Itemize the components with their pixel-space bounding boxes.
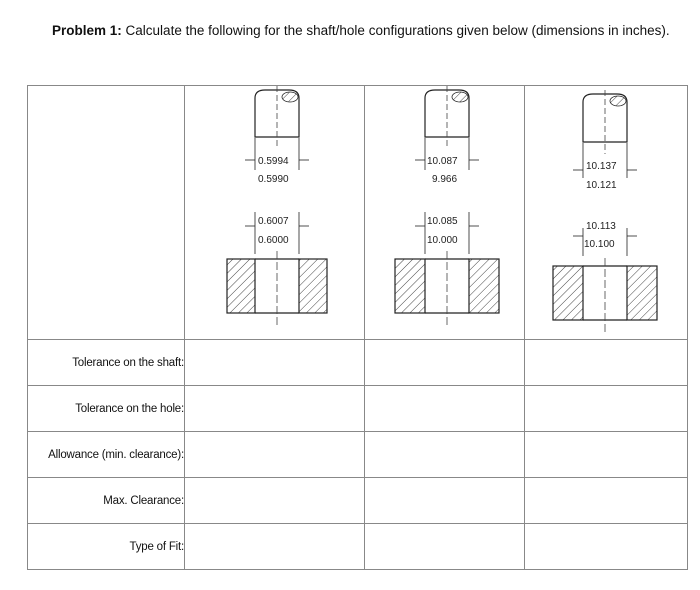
config-3-shaft-lower: 10.121 <box>586 180 617 191</box>
answer-cell[interactable] <box>185 478 365 524</box>
answer-cell[interactable] <box>525 478 688 524</box>
config-1-drawing <box>185 86 365 339</box>
answer-cell[interactable] <box>185 340 365 386</box>
answer-cell[interactable] <box>525 524 688 570</box>
config-1-shaft-upper: 0.5994 <box>258 156 289 167</box>
answer-cell[interactable] <box>525 340 688 386</box>
answer-cell[interactable] <box>365 432 525 478</box>
config-2-figure <box>365 86 525 340</box>
config-3-hole-upper: 10.113 <box>586 221 616 232</box>
config-3-drawing <box>525 86 688 339</box>
answer-cell[interactable] <box>185 524 365 570</box>
answer-cell[interactable] <box>365 478 525 524</box>
row-label: Tolerance on the shaft: <box>28 340 185 386</box>
answer-cell[interactable] <box>185 432 365 478</box>
answer-cell[interactable] <box>365 524 525 570</box>
answer-cell[interactable] <box>525 386 688 432</box>
row-label: Tolerance on the hole: <box>28 386 185 432</box>
answer-cell[interactable] <box>365 386 525 432</box>
figure-row <box>28 86 688 340</box>
config-2-shaft-upper: 10.087 <box>427 156 458 167</box>
row-allowance <box>28 432 688 478</box>
problem-table <box>27 85 688 570</box>
row-tolerance-shaft <box>28 340 688 386</box>
config-1-figure <box>185 86 365 340</box>
answer-cell[interactable] <box>525 432 688 478</box>
row-type-of-fit <box>28 524 688 570</box>
hole-block-icon <box>553 258 657 334</box>
config-1-shaft-lower: 0.5990 <box>258 174 289 185</box>
answer-cell[interactable] <box>185 386 365 432</box>
shaft-icon <box>583 90 627 154</box>
row-max-clearance <box>28 478 688 524</box>
hole-block-icon <box>395 251 499 326</box>
row-label: Max. Clearance: <box>28 478 185 524</box>
config-1-hole-upper: 0.6007 <box>258 216 289 227</box>
row-tolerance-hole <box>28 386 688 432</box>
hole-block-icon <box>227 251 327 326</box>
config-1-hole-lower: 0.6000 <box>258 235 289 246</box>
config-2-hole-upper: 10.085 <box>427 216 458 227</box>
config-3-figure <box>525 86 688 340</box>
problem-heading: Problem 1: <box>52 23 122 38</box>
shaft-icon <box>255 86 299 148</box>
answer-cell[interactable] <box>365 340 525 386</box>
config-3-hole-lower: 10.100 <box>584 239 615 250</box>
config-3-shaft-upper: 10.137 <box>586 161 617 172</box>
row-label: Allowance (min. clearance): <box>28 432 185 478</box>
shaft-icon <box>425 86 469 148</box>
blank-header-cell <box>28 86 185 340</box>
row-label: Type of Fit: <box>28 524 185 570</box>
config-2-hole-lower: 10.000 <box>427 235 458 246</box>
config-2-shaft-lower: 9.966 <box>432 174 458 185</box>
config-2-drawing <box>365 86 525 339</box>
problem-statement <box>52 20 672 42</box>
problem-text: Calculate the following for the shaft/hole configurations given below (dimensions in inches). <box>125 23 670 38</box>
